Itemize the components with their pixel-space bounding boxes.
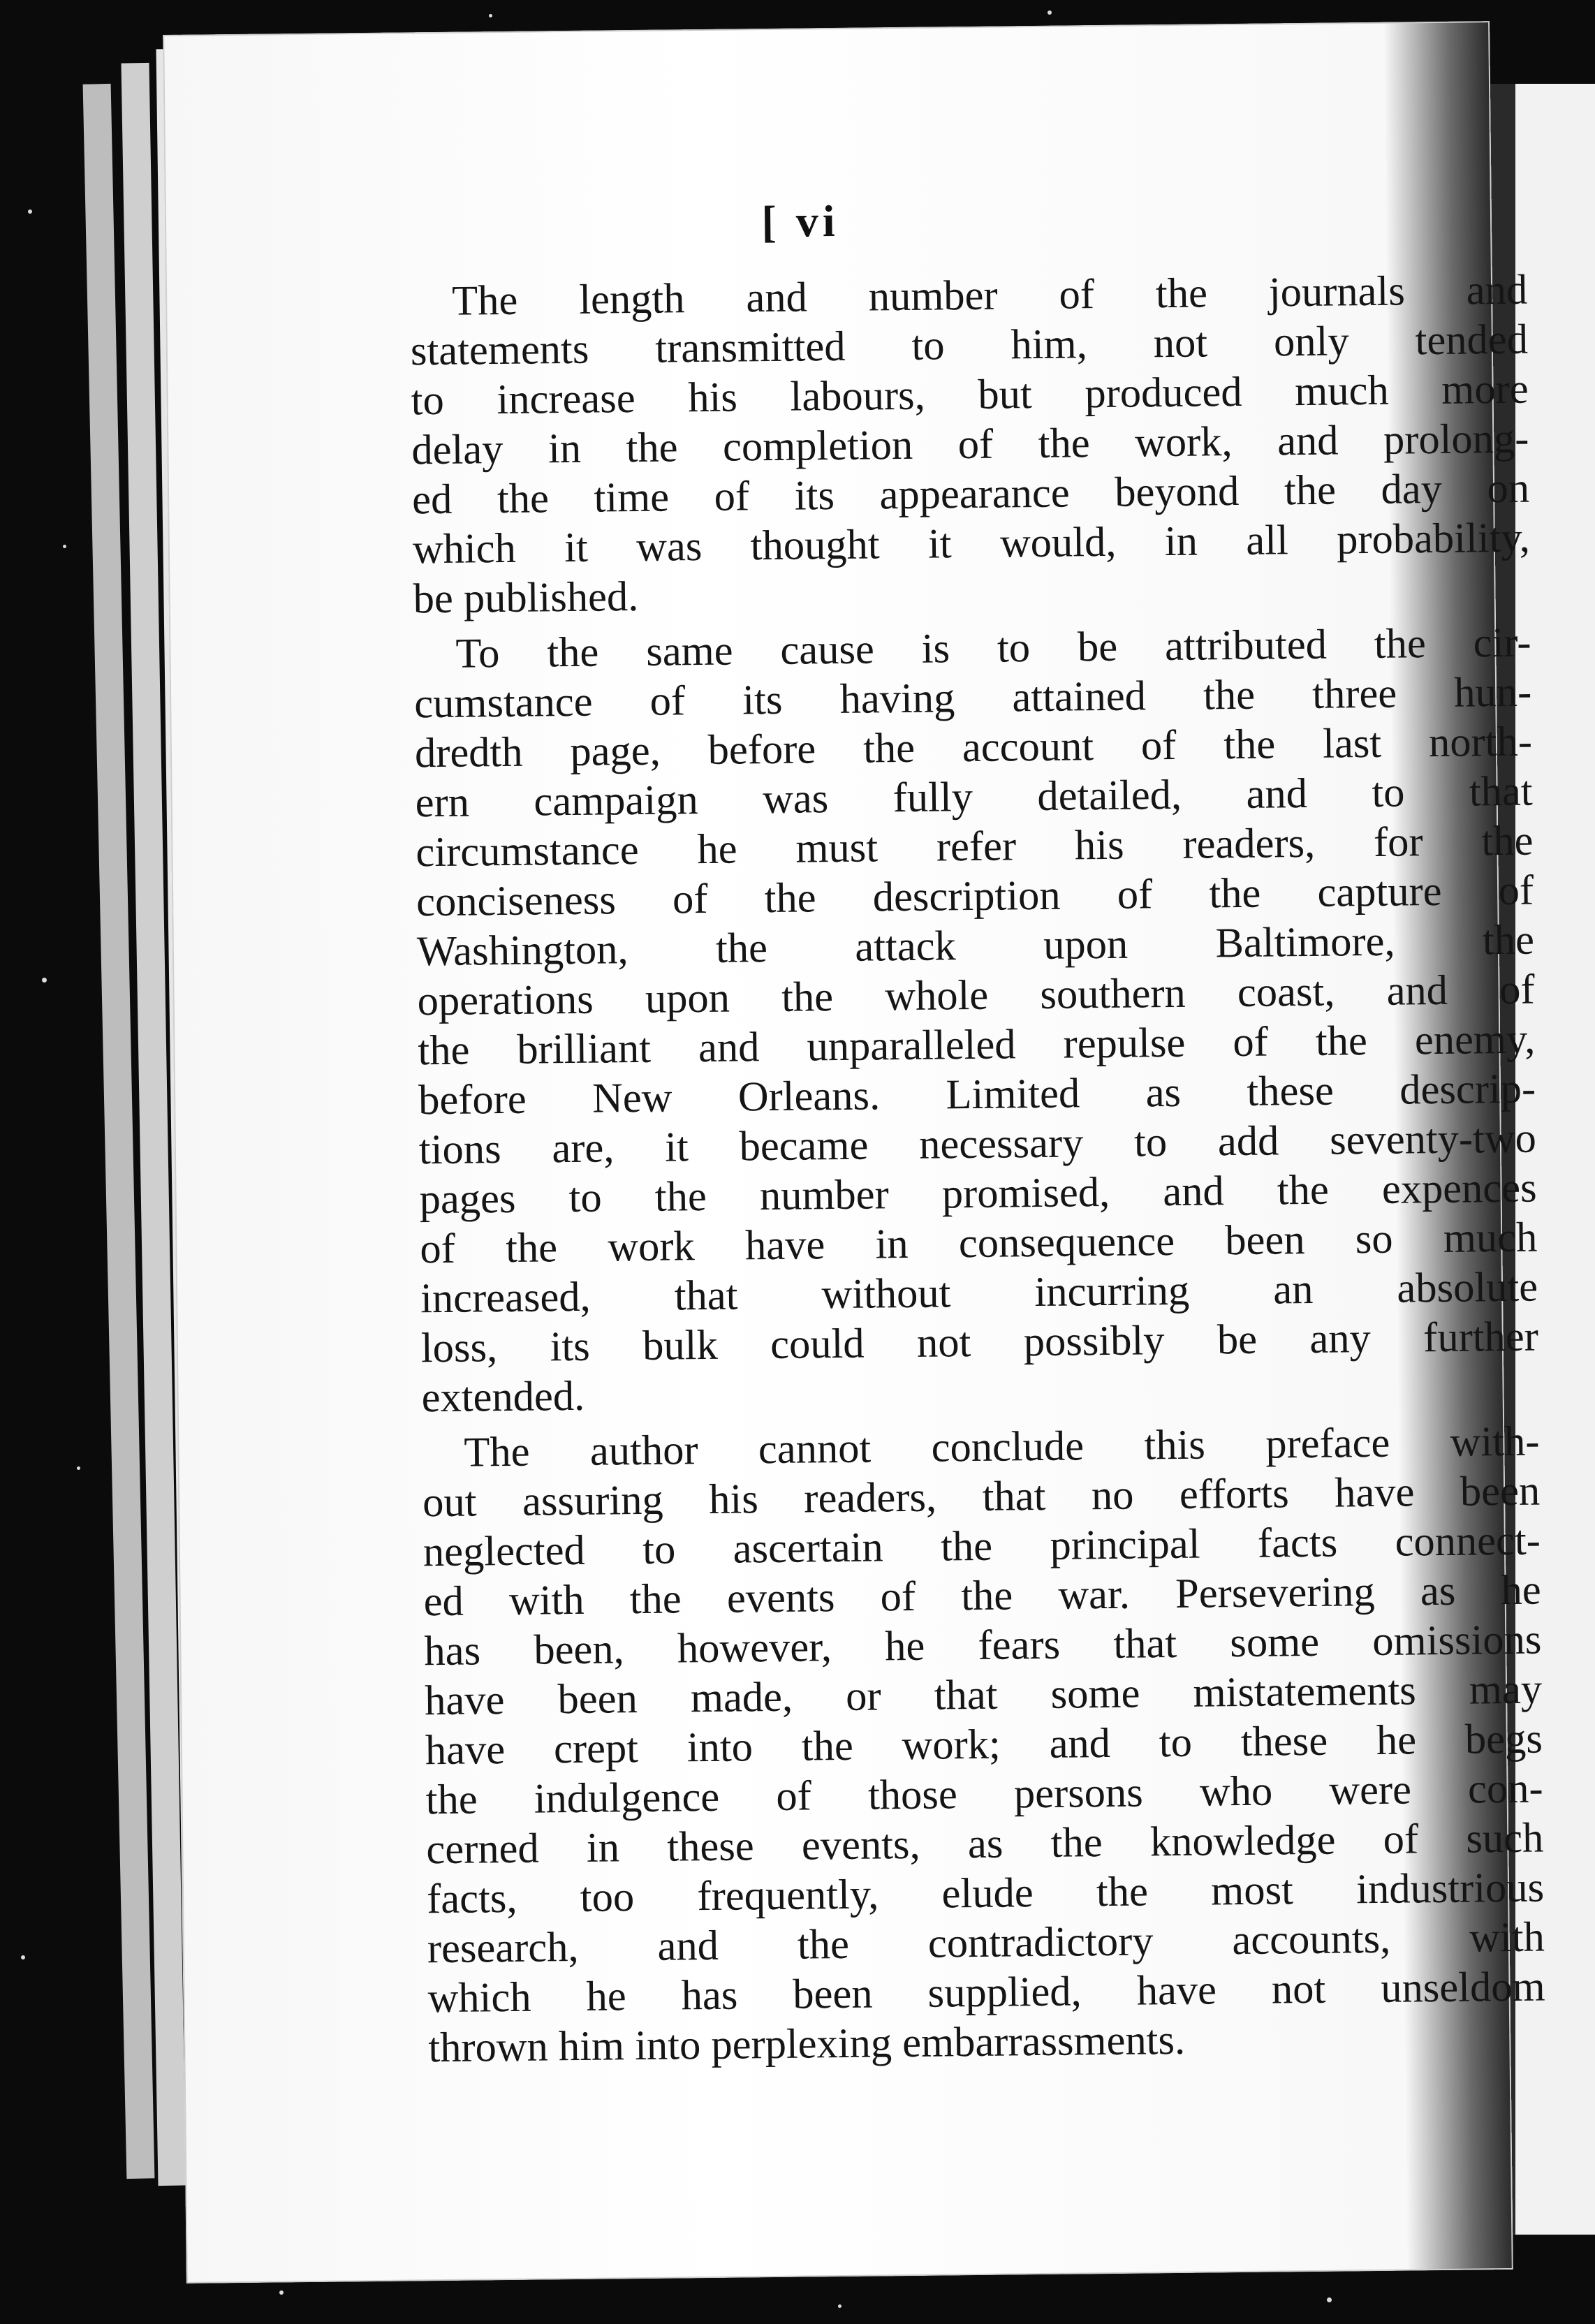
text-line: which he has been supplied, have not unseldom — [427, 1963, 1545, 2022]
text-line: The author cannot conclude this preface with- — [464, 1418, 1540, 1476]
text-line: increased, that without incurring an absolute — [420, 1263, 1538, 1323]
text-line: facts, too frequently, elude the most industrious — [426, 1864, 1545, 1923]
text-line: be published. — [413, 573, 639, 623]
book-page — [163, 21, 1545, 2283]
text-line: to increase his labours, but produced much more — [411, 365, 1529, 425]
text-line: have been made, or that some mistatements may — [424, 1665, 1543, 1725]
text-line: cumstance of its having attained the three hun- — [413, 668, 1532, 728]
text-line: the brilliant and unparalleled repulse of the enemy, — [418, 1015, 1536, 1075]
dust-speck — [1327, 2297, 1332, 2302]
text-line: dredth page, before the account of the last north- — [414, 718, 1533, 777]
paragraph-1 — [368, 265, 1531, 624]
dust-speck — [77, 1466, 80, 1470]
text-line: the indulgence of those persons who were con- — [425, 1765, 1543, 1824]
text-line: To the same cause is to be attributed the cir- — [455, 619, 1531, 677]
text-line: tions are, it became necessary to add seventy-two — [418, 1115, 1537, 1174]
text-line: research, and the contradictory accounts, with — [427, 1913, 1545, 1973]
text-line: delay in the completion of the work, and prolong- — [411, 415, 1529, 474]
text-line: ed the time of its appearance beyond the day on — [411, 464, 1530, 524]
text-line: loss, its bulk could not possibly be any further — [420, 1313, 1539, 1372]
text-line: of the work have in consequence been so much — [420, 1214, 1538, 1273]
text-line: operations upon the whole southern coast, and of — [417, 966, 1535, 1025]
text-line: out assuring his readers, that no efforts have been — [422, 1467, 1541, 1527]
preface-text — [368, 265, 1546, 2079]
page-number-header: [ vi — [761, 196, 839, 247]
text-line: pages to the number promised, and the expences — [419, 1164, 1537, 1223]
text-line: circumstance he must refer his readers, for the — [416, 817, 1534, 876]
text-line: thrown him into perplexing embarrassments. — [428, 2016, 1186, 2072]
dust-speck — [489, 14, 492, 17]
paragraph-2 — [372, 618, 1539, 1423]
text-line: Washington, the attack upon Baltimore, the — [416, 916, 1535, 976]
dust-speck — [28, 209, 32, 214]
text-line: ed with the events of the war. Persevering as he — [423, 1566, 1541, 1626]
dust-speck — [279, 2290, 284, 2295]
text-line: extended. — [421, 1372, 585, 1422]
text-line: neglected to ascertain the principal facts connect- — [422, 1517, 1541, 1576]
dust-speck — [63, 545, 66, 548]
dust-speck — [838, 2304, 841, 2308]
text-line: before New Orleans. Limited as these descrip- — [418, 1065, 1536, 1124]
text-line: conciseness of the description of the capture of — [416, 867, 1534, 926]
text-line: have crept into the work; and to these he begs — [425, 1715, 1543, 1774]
text-line: which it was thought it would, in all probability, — [412, 514, 1531, 573]
text-line: The length and number of the journals and — [451, 266, 1528, 325]
text-line: has been, however, he fears that some omissions — [424, 1616, 1542, 1675]
text-line: statements transmitted to him, not only tended — [410, 316, 1529, 375]
dust-speck — [1048, 10, 1052, 15]
text-line: cerned in these events, as the knowledge of such — [426, 1814, 1544, 1874]
text-line: ern campaign was fully detailed, and to that — [415, 767, 1533, 827]
dust-speck — [21, 1955, 25, 1959]
paragraph-3 — [380, 1417, 1546, 2073]
dust-speck — [42, 978, 47, 983]
